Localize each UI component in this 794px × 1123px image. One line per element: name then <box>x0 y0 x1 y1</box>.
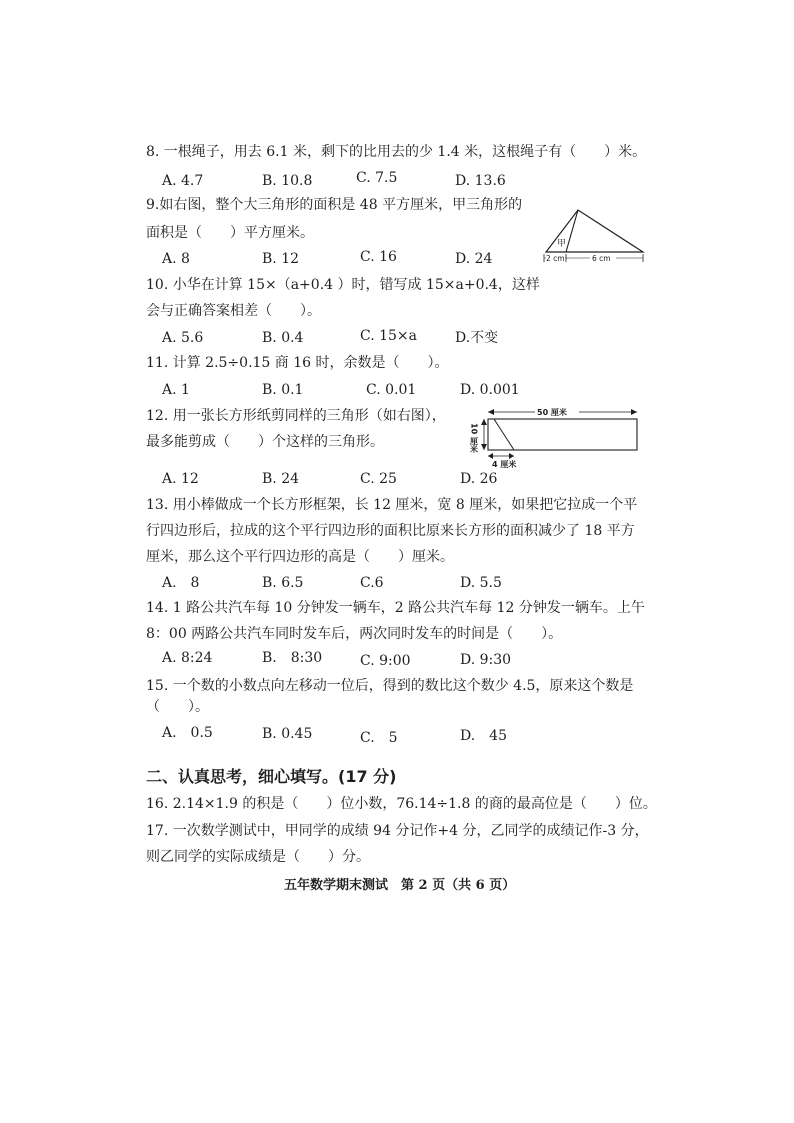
triangle-figure <box>540 206 650 264</box>
question-10-line-1: 10. 小华在计算 15×（a+0.4 ）时，错写成 15×a+0.4，这样 <box>146 277 540 293</box>
q11-option-d: D. 0.001 <box>460 382 520 398</box>
q11-option-a: A. 1 <box>162 382 190 398</box>
question-13-line-1: 13. 用小棒做成一个长方形框架，长 12 厘米，宽 8 厘米，如果把它拉成一个平 <box>146 497 638 513</box>
q8-option-c: C. 7.5 <box>356 170 398 186</box>
question-17-line-2: 则乙同学的实际成绩是（ ）分。 <box>146 849 370 865</box>
q14-option-b: B. 8:30 <box>262 650 323 666</box>
paper-rectangle <box>488 419 637 450</box>
q10-option-d: D.不变 <box>455 330 499 346</box>
question-14-line-2: 8：00 两路公共汽车同时发车后，两次同时发车的时间是（ ）。 <box>146 626 563 642</box>
rectangle-paper-figure <box>462 403 652 469</box>
q9-option-a: A. 8 <box>162 251 190 267</box>
q12-option-d: D. 26 <box>460 471 498 487</box>
q14-option-a: A. 8:24 <box>162 650 213 666</box>
q15-option-b: B. 0.45 <box>262 726 313 742</box>
q15-option-a: A. 0.5 <box>162 725 213 741</box>
q10-option-c: C. 15×a <box>360 328 418 344</box>
q11-option-b: B. 0.1 <box>262 382 304 398</box>
q14-option-d: D. 9:30 <box>460 652 512 668</box>
question-15-line-2: （ ）。 <box>146 699 209 715</box>
q12-option-b: B. 24 <box>262 471 300 487</box>
q10-option-a: A. 5.6 <box>162 330 204 346</box>
q13-option-d: D. 5.5 <box>460 575 502 591</box>
cut-line <box>494 419 514 450</box>
q15-option-d: D. 45 <box>460 728 507 744</box>
paper-label-50cm: 50 厘米 <box>537 408 567 417</box>
question-9-line-1: 9.如右图，整个大三角形的面积是 48 平方厘米，甲三角形的 <box>146 197 523 213</box>
q12-option-a: A. 12 <box>162 471 199 487</box>
question-12-line-2: 最多能剪成（ ）个这样的三角形。 <box>146 434 384 450</box>
q13-option-b: B. 6.5 <box>262 575 304 591</box>
triangle-label-6cm: 6 cm <box>592 254 611 263</box>
paper-label-10cm: 10 厘米 <box>469 423 479 453</box>
triangle-label-jia: 甲 <box>557 239 567 249</box>
q8-option-a: A. 4.7 <box>162 173 204 189</box>
question-11-text: 11. 计算 2.5÷0.15 商 16 时，余数是（ ）。 <box>146 355 449 371</box>
q12-option-c: C. 25 <box>360 471 397 487</box>
question-15-line-1: 15. 一个数的小数点向左移动一位后，得到的数比这个数少 4.5，原来这个数是 <box>146 678 634 694</box>
q10-option-b: B. 0.4 <box>262 330 304 346</box>
q9-option-c: C. 16 <box>360 249 397 265</box>
question-10-line-2: 会与正确答案相差（ ）。 <box>146 303 321 319</box>
q8-option-d: D. 13.6 <box>455 173 506 189</box>
q9-option-d: D. 24 <box>455 251 493 267</box>
question-9-line-2: 面积是（ ）平方厘米。 <box>146 225 314 241</box>
q8-option-b: B. 10.8 <box>262 173 313 189</box>
question-14-line-1: 14. 1 路公共汽车每 10 分钟发一辆车，2 路公共汽车每 12 分钟发一辆车。上午 <box>146 600 645 616</box>
question-8-text: 8. 一根绳子，用去 6.1 米，剩下的比用去的少 1.4 米，这根绳子有（ ）米。 <box>146 144 647 160</box>
section-2-title: 二、认真思考，细心填写。(17 分) <box>146 767 397 786</box>
q13-option-c: C.6 <box>360 575 384 591</box>
q14-option-c: C. 9:00 <box>360 653 411 669</box>
page-footer: 五年数学期末测试 第 2 页（共 6 页） <box>284 878 516 893</box>
paper-label-4cm: 4 厘米 <box>492 460 517 469</box>
q9-option-b: B. 12 <box>262 251 300 267</box>
q15-option-c: C. 5 <box>360 730 398 746</box>
question-13-line-3: 厘米，那么这个平行四边形的高是（ ）厘米。 <box>146 549 454 565</box>
q11-option-c: C. 0.01 <box>366 382 417 398</box>
question-17-line-1: 17. 一次数学测试中，甲同学的成绩 94 分记作+4 分，乙同学的成绩记作-3 分， <box>146 823 649 839</box>
triangle-label-2cm: 2 cm <box>546 254 565 263</box>
question-13-line-2: 行四边形后，拉成的这个平行四边形的面积比原来长方形的面积减少了 18 平方 <box>146 523 635 539</box>
q13-option-a: A. 8 <box>162 575 200 591</box>
question-16-text: 16. 2.14×1.9 的积是（ ）位小数，76.14÷1.8 的商的最高位是（ ）位。 <box>146 796 657 812</box>
question-12-line-1: 12. 用一张长方形纸剪同样的三角形（如右图）， <box>146 408 446 424</box>
triangle-divider <box>566 210 578 252</box>
